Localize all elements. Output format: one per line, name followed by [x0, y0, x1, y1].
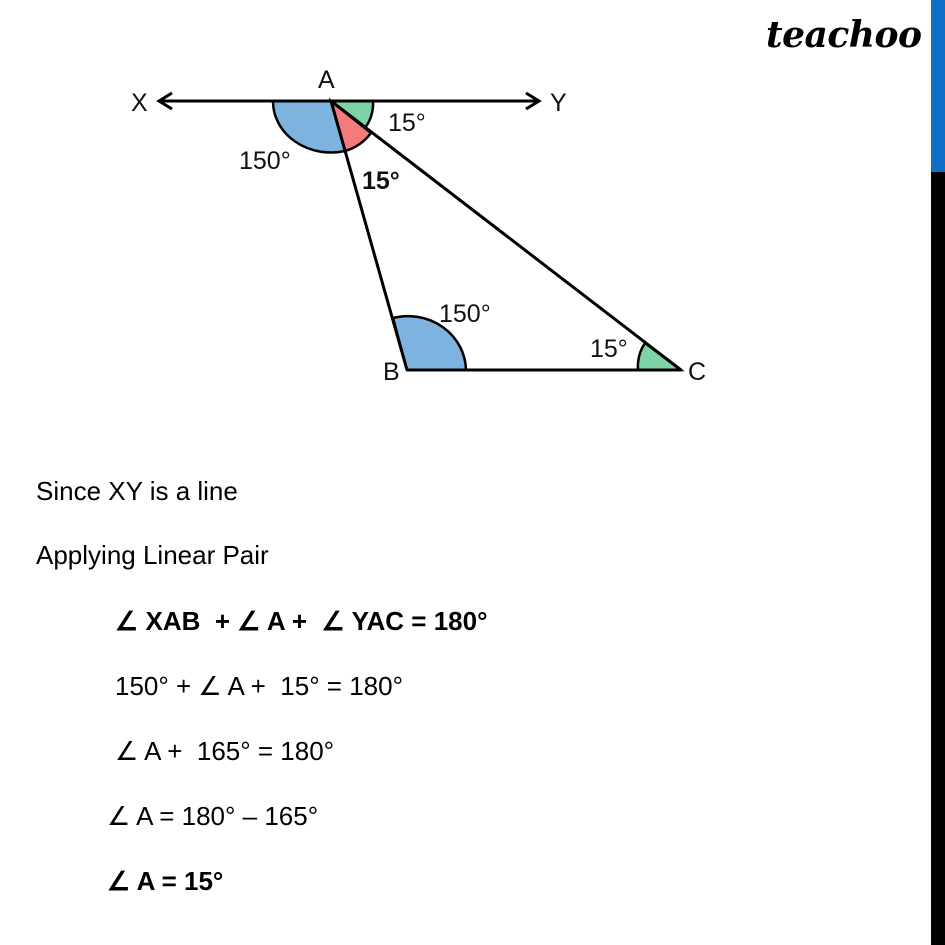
- label-x: X: [131, 89, 148, 117]
- angle-label-bac: 15°: [362, 167, 400, 195]
- triangle-diagram: [0, 0, 945, 420]
- equation-simplified: ∠ A + 165° = 180°: [115, 736, 335, 766]
- equation-substitution: 150° + ∠ A + 15° = 180°: [115, 671, 403, 701]
- equation-result: ∠ A = 15°: [107, 866, 224, 896]
- teachoo-logo: teachoo: [766, 14, 922, 56]
- angle-label-yac: 15°: [388, 109, 426, 137]
- label-y: Y: [550, 89, 567, 117]
- text-since-xy-line: Since XY is a line: [36, 476, 238, 506]
- equation-isolate-a: ∠ A = 180° – 165°: [107, 801, 319, 831]
- angle-label-abc: 150°: [439, 300, 491, 328]
- side-ac: [331, 101, 681, 370]
- equation-linear-pair: ∠ XAB + ∠ A + ∠ YAC = 180°: [115, 606, 488, 636]
- angle-label-acb: 15°: [590, 335, 628, 363]
- text-applying-linear-pair: Applying Linear Pair: [36, 540, 269, 570]
- label-c: C: [688, 358, 707, 386]
- angle-label-xab: 150°: [239, 147, 291, 175]
- side-ab: [331, 101, 407, 370]
- label-b: B: [383, 358, 400, 386]
- label-a: A: [318, 66, 335, 94]
